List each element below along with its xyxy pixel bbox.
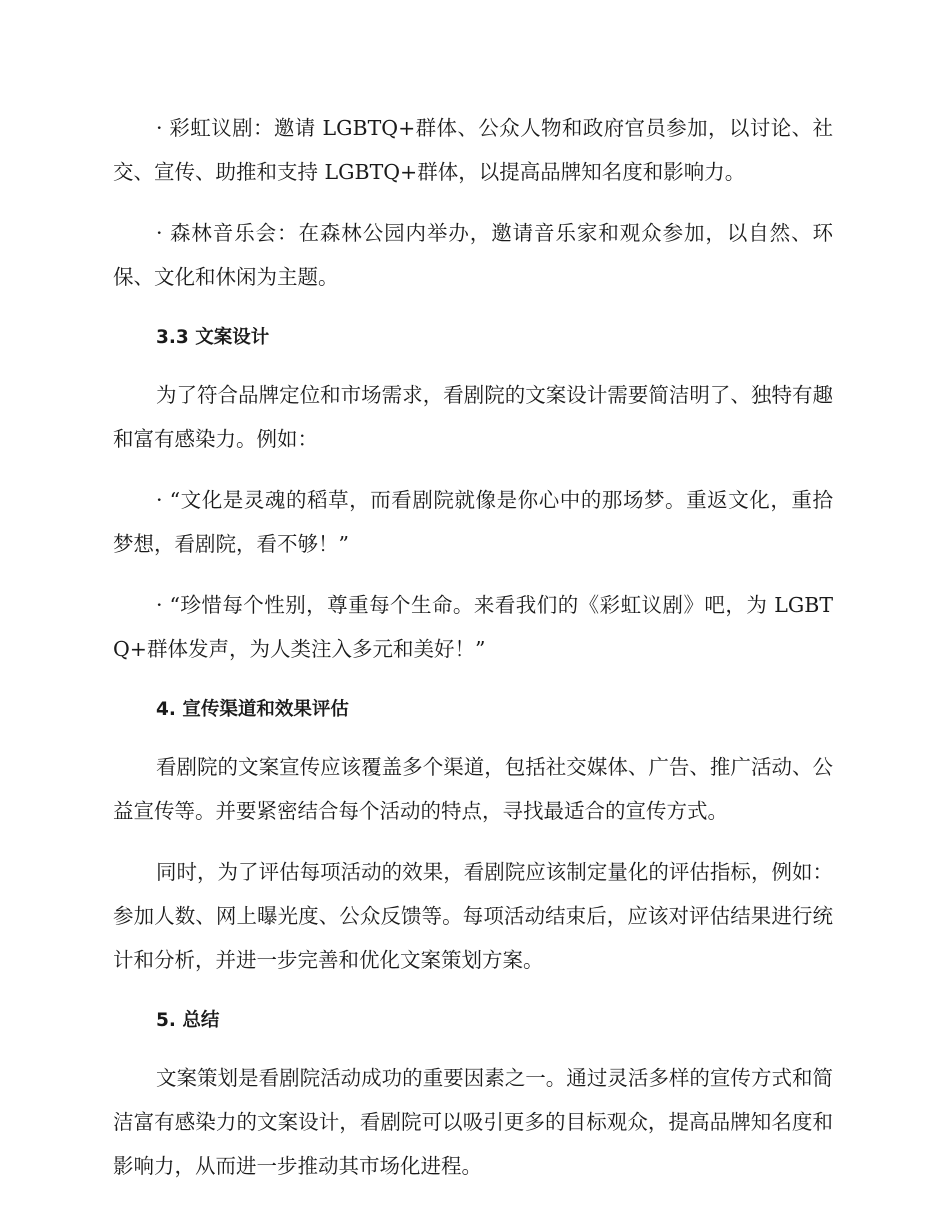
document-page bbox=[113, 106, 833, 1205]
paragraph-evaluation: 同时，为了评估每项活动的效果，看剧院应该制定量化的评估指标，例如：参加人数、网上曝光度、公众反馈等。每项活动结束后，应该对评估结果进行统计和分析，并进一步完善和优化文案策划方案。 bbox=[113, 860, 833, 972]
paragraph-copywriting-intro: 为了符合品牌定位和市场需求，看剧院的文案设计需要简洁明了、独特有趣和富有感染力。例如： bbox=[113, 383, 833, 451]
paragraph-summary: 文案策划是看剧院活动成功的重要因素之一。通过灵活多样的宣传方式和简洁富有感染力的文案设计，看剧院可以吸引更多的目标观众，提高品牌知名度和影响力，从而进一步推动其市场化进程。 bbox=[113, 1066, 833, 1178]
bullet-paragraph-slogan-culture: · “文化是灵魂的稻草，而看剧院就像是你心中的那场梦。重返文化，重拾梦想，看剧院，看不够！” bbox=[113, 488, 833, 556]
bullet-paragraph-slogan-diversity: · “珍惜每个性别，尊重每个生命。来看我们的《彩虹议剧》吧，为 LGBTQ+群体发声，为人类注入多元和美好！” bbox=[113, 593, 833, 661]
bullet-paragraph-rainbow-drama: · 彩虹议剧：邀请 LGBTQ+群体、公众人物和政府官员参加，以讨论、社交、宣传、助推和支持 LGBTQ+群体，以提高品牌知名度和影响力。 bbox=[113, 116, 833, 184]
bullet-paragraph-forest-concert: · 森林音乐会：在森林公园内举办，邀请音乐家和观众参加，以自然、环保、文化和休闲为主题。 bbox=[113, 221, 833, 289]
section-heading-copywriting-design: 3.3 文案设计 bbox=[156, 327, 270, 348]
section-heading-channels-evaluation: 4. 宣传渠道和效果评估 bbox=[156, 699, 349, 720]
paragraph-channels: 看剧院的文案宣传应该覆盖多个渠道，包括社交媒体、广告、推广活动、公益宣传等。并要紧密结合每个活动的特点，寻找最适合的宣传方式。 bbox=[113, 755, 833, 823]
section-heading-summary: 5. 总结 bbox=[156, 1010, 220, 1031]
